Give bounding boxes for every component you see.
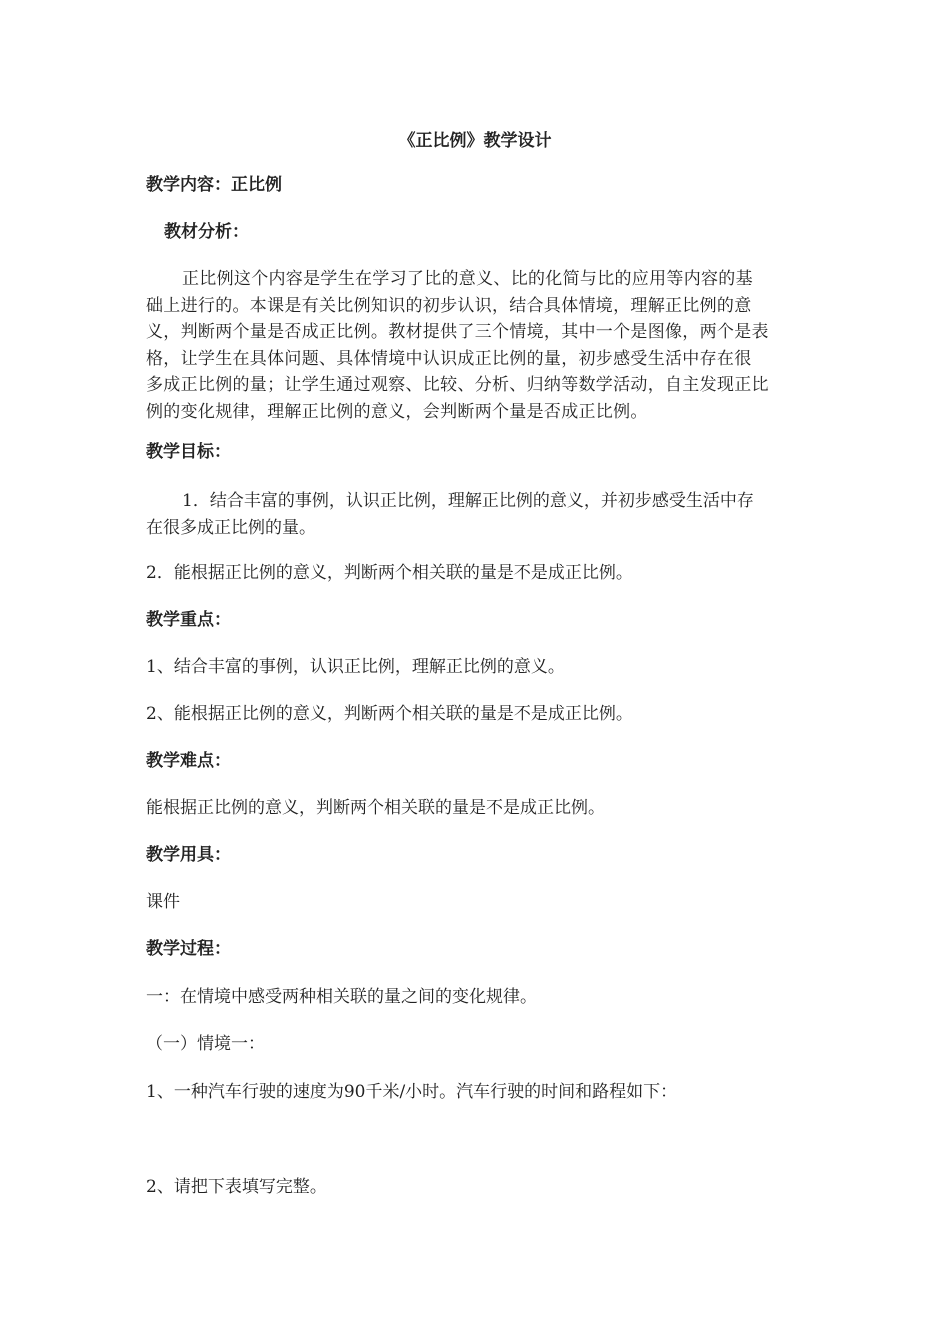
tools-heading: 教学用具： [146, 845, 231, 865]
goal-2: 2．能根据正比例的意义，判断两个相关联的量是不是成正比例。 [146, 563, 633, 583]
difficulty-text: 能根据正比例的意义，判断两个相关联的量是不是成正比例。 [146, 798, 605, 818]
difficulty-heading: 教学难点： [146, 751, 231, 771]
process-step-one: 一：在情境中感受两种相关联的量之间的变化规律。 [146, 987, 537, 1007]
analysis-line: 义，判断两个量是否成正比例。教材提供了三个情境，其中一个是图像，两个是表 [146, 322, 769, 342]
scenario-step-2: 2、请把下表填写完整。 [146, 1177, 327, 1197]
content-heading: 教学内容：正比例 [146, 175, 282, 195]
process-heading: 教学过程： [146, 939, 231, 959]
tools-text: 课件 [146, 892, 180, 912]
analysis-line: 例的变化规律，理解正比例的意义，会判断两个量是否成正比例。 [146, 401, 648, 422]
goal-1-line: 1．结合丰富的事例，认识正比例，理解正比例的意义，并初步感受生活中存 [182, 491, 754, 511]
scenario-one-label: （一）情境一： [146, 1034, 265, 1054]
goals-heading: 教学目标： [146, 442, 231, 462]
focus-heading: 教学重点： [146, 610, 231, 630]
analysis-line: 格，让学生在具体问题、具体情境中认识成正比例的量，初步感受生活中存在很 [146, 348, 752, 369]
document-title: 《正比例》教学设计 [398, 131, 552, 151]
analysis-line: 多成正比例的量；让学生通过观察、比较、分析、归纳等数学活动，自主发现正比 [146, 375, 769, 395]
analysis-paragraph [146, 266, 808, 425]
analysis-line: 正比例这个内容是学生在学习了比的意义、比的化简与比的应用等内容的基 [182, 269, 753, 289]
scenario-step-1: 1、一种汽车行驶的速度为90千米/小时。汽车行驶的时间和路程如下： [146, 1082, 678, 1102]
focus-item-1: 1、结合丰富的事例，认识正比例，理解正比例的意义。 [146, 657, 565, 677]
goal-1-line: 在很多成正比例的量。 [146, 517, 316, 538]
analysis-line: 础上进行的。本课是有关比例知识的初步认识，结合具体情境，理解正比例的意 [146, 295, 752, 316]
focus-item-2: 2、能根据正比例的意义，判断两个相关联的量是不是成正比例。 [146, 704, 633, 724]
analysis-heading: 教材分析： [164, 222, 249, 242]
goal-1 [146, 488, 808, 541]
